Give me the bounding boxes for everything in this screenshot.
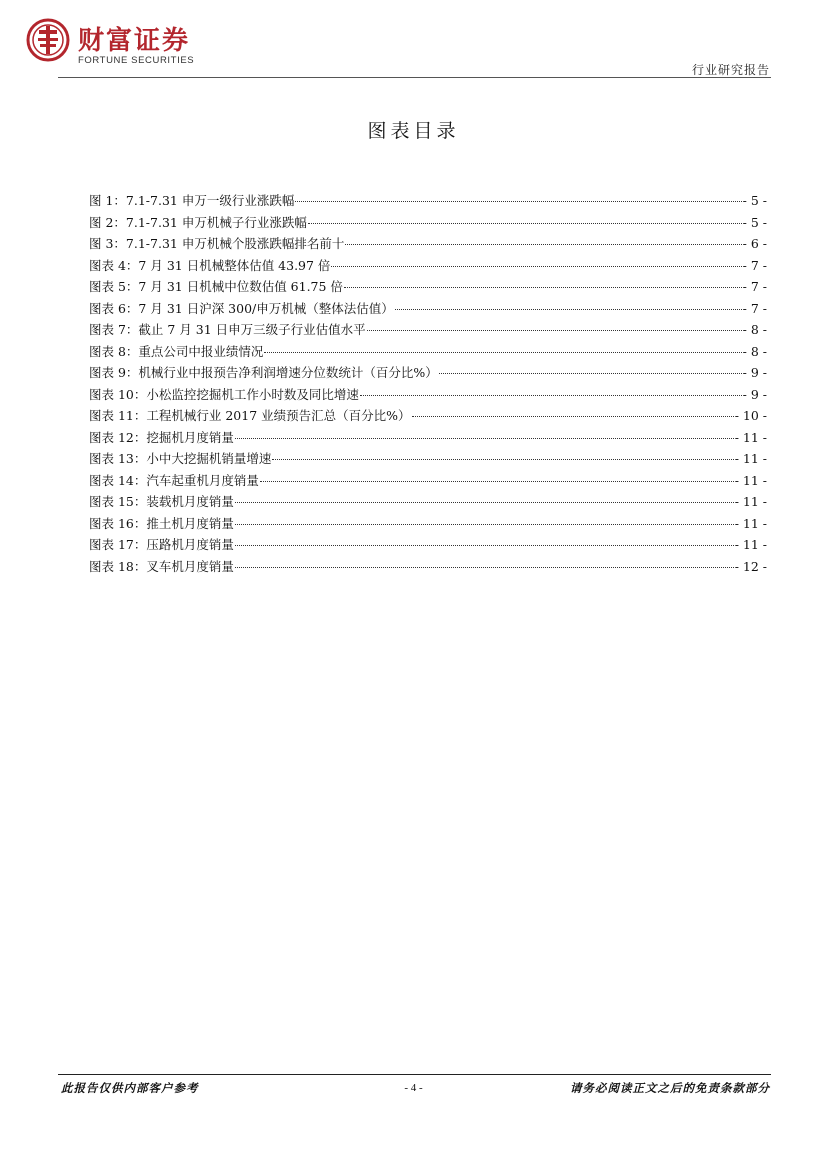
toc-entry-page: - 11 - [734, 494, 767, 509]
toc-entry-page: - 7 - [742, 279, 767, 294]
toc-entry-page: - 12 - [734, 558, 767, 574]
toc-entry-page: - 6 - [742, 236, 767, 251]
toc-entry-page: - 9 - [742, 386, 767, 402]
toc-entry-page: - 11 - [734, 451, 767, 466]
toc-dot-leader [308, 223, 742, 224]
toc-entry-label: 图表 5：7 月 31 日机械中位数估值 61.75 倍 [89, 279, 343, 294]
footer-disclaimer-left: 此报告仅供内部客户参考 [61, 1081, 199, 1095]
page-number: - 4 - [404, 1082, 423, 1094]
toc-entry-label: 图表 9：机械行业中报预告净利润增速分位数统计（百分比%） [89, 365, 438, 380]
toc-dot-leader [260, 481, 734, 482]
toc-entry-label: 图表 8：重点公司中报业绩情况 [89, 343, 264, 359]
toc-dot-leader [235, 502, 734, 503]
company-logo [26, 18, 206, 68]
toc-entry-label: 图表 18：叉车机月度销量 [89, 558, 234, 574]
toc-entry-page: - 8 - [742, 322, 767, 337]
toc-entry-page: - 11 - [734, 515, 767, 531]
toc-dot-leader [412, 416, 734, 417]
toc-dot-leader [264, 352, 741, 353]
toc-entry[interactable] [89, 471, 767, 493]
toc-dot-leader [344, 287, 742, 288]
toc-entry-label: 图表 12：挖掘机月度销量 [89, 429, 234, 445]
logo-chinese-name: 财富证券 [78, 26, 191, 56]
toc-entry[interactable] [89, 514, 767, 536]
toc-entry[interactable] [89, 449, 767, 471]
footer-disclaimer-right: 请务必阅读正文之后的免责条款部分 [570, 1081, 770, 1095]
toc-entry-label: 图表 10：小松监控挖掘机工作小时数及同比增速 [89, 386, 359, 402]
toc-entry-page: - 11 - [734, 472, 767, 488]
toc-dot-leader [345, 244, 741, 245]
figure-toc-list [89, 191, 767, 578]
toc-entry-label: 图表 17：压路机月度销量 [89, 537, 234, 552]
toc-entry[interactable] [89, 234, 767, 256]
toc-entry-label: 图表 14：汽车起重机月度销量 [89, 472, 259, 488]
toc-dot-leader [235, 524, 734, 525]
toc-dot-leader [331, 266, 741, 267]
company-seal-icon [26, 18, 70, 62]
toc-dot-leader [235, 545, 734, 546]
page-title: 图表目录 [367, 120, 460, 142]
toc-entry-page: - 10 - [734, 408, 767, 423]
toc-entry-label: 图 2：7.1-7.31 申万机械子行业涨跌幅 [89, 214, 307, 230]
toc-entry-label: 图 1：7.1-7.31 申万一级行业涨跌幅 [89, 193, 295, 208]
toc-entry[interactable] [89, 213, 767, 235]
toc-dot-leader [367, 330, 742, 331]
toc-entry-page: - 5 - [742, 193, 767, 208]
toc-entry[interactable] [89, 492, 767, 514]
toc-entry-page: - 11 - [734, 537, 767, 552]
toc-entry[interactable] [89, 535, 767, 557]
toc-entry[interactable] [89, 256, 767, 278]
toc-entry-label: 图表 4：7 月 31 日机械整体估值 43.97 倍 [89, 257, 331, 273]
toc-dot-leader [235, 567, 734, 568]
toc-entry-label: 图表 7：截止 7 月 31 日申万三级子行业估值水平 [89, 322, 366, 337]
toc-entry-page: - 8 - [742, 343, 767, 359]
toc-entry-label: 图表 15：装载机月度销量 [89, 494, 234, 509]
toc-entry[interactable] [89, 191, 767, 213]
toc-dot-leader [295, 201, 741, 202]
footer-divider [58, 1074, 771, 1075]
toc-entry[interactable] [89, 557, 767, 579]
toc-entry[interactable] [89, 428, 767, 450]
logo-english-name: FORTUNE SECURITIES [78, 55, 195, 66]
toc-entry-page: - 11 - [734, 429, 767, 445]
toc-entry-label: 图表 11：工程机械行业 2017 业绩预告汇总（百分比%） [89, 408, 411, 423]
toc-dot-leader [360, 395, 742, 396]
report-type-label: 行业研究报告 [691, 63, 770, 77]
toc-entry-label: 图 3：7.1-7.31 申万机械个股涨跌幅排名前十 [89, 236, 345, 251]
toc-dot-leader [439, 373, 742, 374]
toc-entry-page: - 7 - [742, 300, 767, 316]
toc-dot-leader [235, 438, 734, 439]
toc-entry[interactable] [89, 363, 767, 385]
header-divider [58, 77, 771, 78]
toc-entry-page: - 9 - [742, 365, 767, 380]
toc-entry-label: 图表 13：小中大挖掘机销量增速 [89, 451, 272, 466]
toc-entry[interactable] [89, 342, 767, 364]
toc-entry[interactable] [89, 385, 767, 407]
toc-entry[interactable] [89, 406, 767, 428]
toc-entry[interactable] [89, 277, 767, 299]
toc-dot-leader [395, 309, 742, 310]
toc-entry-label: 图表 16：推土机月度销量 [89, 515, 234, 531]
toc-entry-page: - 5 - [742, 214, 767, 230]
toc-entry-page: - 7 - [742, 257, 767, 273]
toc-dot-leader [272, 459, 733, 460]
toc-entry[interactable] [89, 320, 767, 342]
toc-entry-label: 图表 6：7 月 31 日沪深 300/申万机械（整体法估值） [89, 300, 394, 316]
toc-entry[interactable] [89, 299, 767, 321]
